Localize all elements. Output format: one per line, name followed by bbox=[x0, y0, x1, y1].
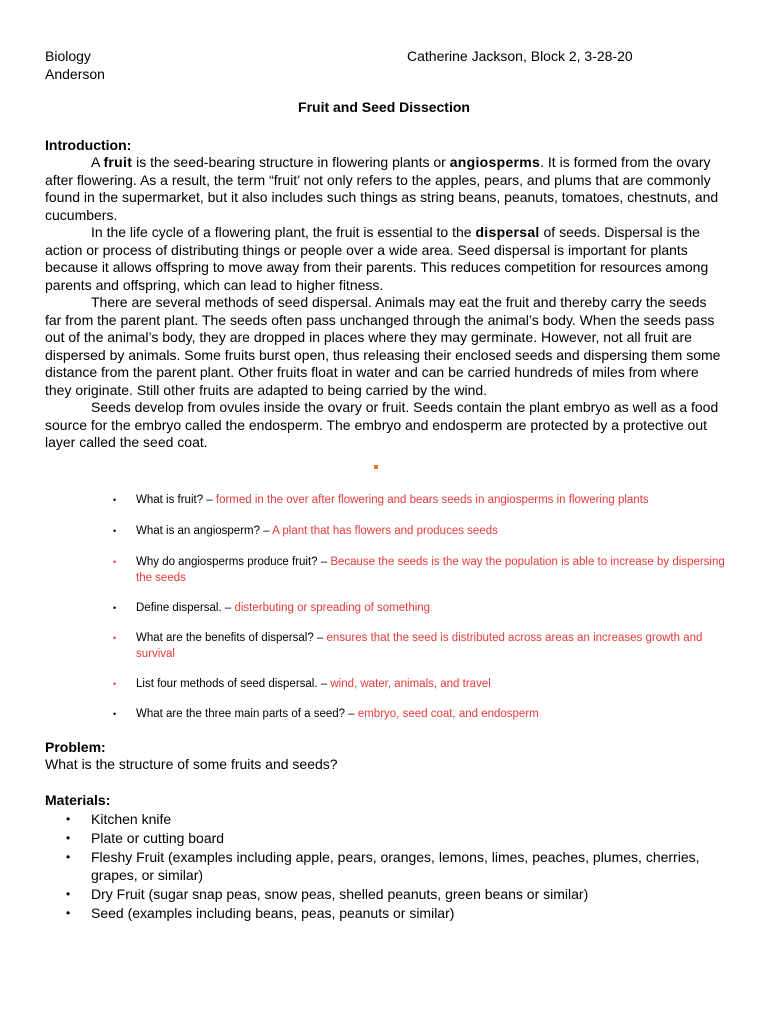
question-item bbox=[136, 677, 726, 693]
question-item bbox=[136, 493, 726, 509]
answer-text: embryo, seed coat, and endosperm bbox=[357, 708, 539, 720]
answer-text: formed in the over after flowering and bears seeds in angiosperms in flowering plants bbox=[215, 494, 649, 506]
answer-text: Because the seeds is the way the population is able to increase by dispersing the seeds bbox=[136, 556, 725, 584]
question-bullet: • bbox=[113, 526, 117, 536]
intro-paragraph-4: Seeds develop from ovules inside the ovary or fruit. Seeds contain the plant embryo as well as a food source for the embryo called the endosperm. The embryo and endosperm are protected by a protective out layer called the seed coat. bbox=[45, 399, 719, 450]
intro-paragraph-2: In the life cycle of a flowering plant, the fruit is essential to the dispersal of seeds. Dispersal is the action or process of distributing things or people over a wide area. Seed dispersal is important for plants because it allows offspring to move away from their parents. This reduces competition for resources among parents and offspring, which can lead to higher fitness. bbox=[45, 224, 709, 293]
material-item: Kitchen knife bbox=[91, 811, 172, 827]
answer-text: ensures that the seed is distributed across areas an increases growth and survival bbox=[136, 632, 703, 660]
question-text: Why do angiosperms produce fruit? – bbox=[136, 556, 331, 568]
question-text: What is an angiosperm? – bbox=[136, 525, 273, 537]
header-student: Catherine Jackson, Block 2, 3-28-20 bbox=[407, 48, 633, 64]
header-subject: Biology bbox=[45, 48, 91, 64]
question-item bbox=[136, 601, 726, 617]
question-item bbox=[136, 707, 726, 723]
text-cursor-marker bbox=[374, 465, 378, 469]
question-bullet: • bbox=[113, 495, 117, 505]
material-item: Plate or cutting board bbox=[91, 830, 225, 846]
question-text: What is fruit? – bbox=[136, 494, 216, 506]
question-text: Define dispersal. – bbox=[136, 602, 235, 614]
material-bullet: • bbox=[66, 887, 71, 901]
question-bullet: • bbox=[113, 603, 117, 613]
problem-heading: Problem: bbox=[45, 739, 106, 755]
question-item bbox=[136, 631, 726, 662]
answer-text: disterbuting or spreading of something bbox=[234, 602, 431, 614]
material-bullet: • bbox=[66, 850, 71, 864]
introduction-body bbox=[45, 154, 725, 452]
question-bullet: • bbox=[113, 709, 117, 719]
question-bullet: • bbox=[113, 557, 117, 567]
question-bullet: • bbox=[113, 679, 117, 689]
material-item: Seed (examples including beans, peas, peanuts or similar) bbox=[91, 905, 455, 921]
intro-paragraph-1: A fruit is the seed-bearing structure in flowering plants or angiosperms. It is formed from the ovary after flowering. As a result, the term “fruit’ not only refers to the apples, pears, and plums that are commonly found in the supermarket, but it also includes such things as string beans, peanuts, tomatoes, chestnuts, and cucumbers. bbox=[45, 154, 719, 223]
document-title: Fruit and Seed Dissection bbox=[298, 99, 470, 115]
material-item: Fleshy Fruit (examples including apple, pears, oranges, lemons, limes, peaches, plumes, cherries, grapes, or similar) bbox=[91, 849, 700, 883]
header-teacher: Anderson bbox=[45, 66, 105, 82]
question-text: List four methods of seed dispersal. – bbox=[136, 678, 331, 690]
question-text: What are the three main parts of a seed? – bbox=[136, 708, 358, 720]
intro-paragraph-3: There are several methods of seed dispersal. Animals may eat the fruit and thereby carry the seeds far from the parent plant. The seeds often pass unchanged through the animal’s body. When the seeds pass out of the animal’s body, they are dropped in places where they may germinate. However, not all fruit are dispersed by animals. Some fruits burst open, thus releasing their enclosed seeds and dispersing them some distance from the parent plant. Other fruits float in water and can be carried hundreds of miles from where they originate. Still other fruits are adapted to being carried by the wind. bbox=[45, 294, 721, 398]
question-item bbox=[136, 555, 726, 586]
question-item bbox=[136, 524, 726, 540]
material-bullet: • bbox=[66, 831, 71, 845]
question-bullet: • bbox=[113, 633, 117, 643]
answer-text: wind, water, animals, and travel bbox=[330, 678, 491, 690]
material-bullet: • bbox=[66, 906, 71, 920]
question-text: What are the benefits of dispersal? – bbox=[136, 632, 327, 644]
answer-text: A plant that has flowers and produces seeds bbox=[272, 525, 498, 537]
introduction-heading: Introduction: bbox=[45, 137, 132, 153]
problem-text: What is the structure of some fruits and seeds? bbox=[45, 756, 338, 772]
material-bullet: • bbox=[66, 812, 71, 826]
materials-heading: Materials: bbox=[45, 792, 111, 808]
material-item: Dry Fruit (sugar snap peas, snow peas, shelled peanuts, green beans or similar) bbox=[91, 886, 589, 902]
